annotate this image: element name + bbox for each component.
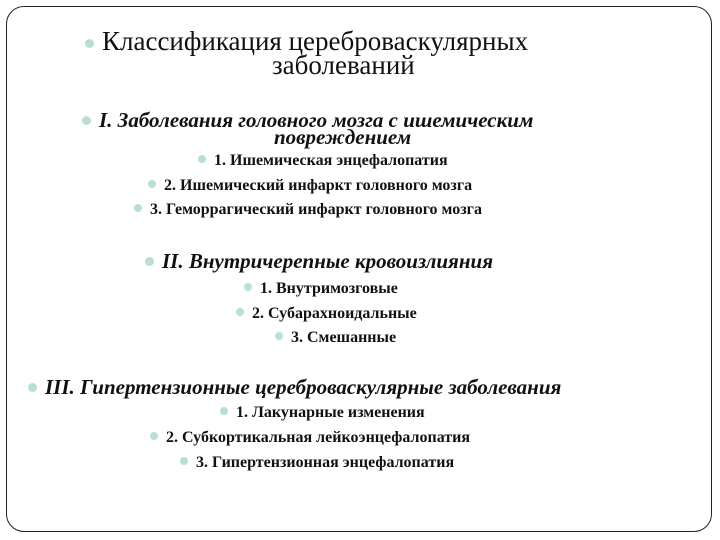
bullet-icon [145, 257, 154, 266]
bullet-icon [198, 155, 206, 163]
section-1-heading-cont [274, 127, 411, 148]
list-item-text: 3. Гипертензионная энцефалопатия [196, 454, 455, 471]
list-item [180, 455, 454, 471]
list-item-text: 3. Геморрагический инфаркт головного мозга [150, 201, 482, 218]
list-item-text: 1. Лакунарные изменения [236, 404, 425, 421]
title-text-2: заболеваний [272, 50, 415, 80]
section-2-heading-text: II. Внутричерепные кровоизлияния [162, 249, 494, 273]
list-item [148, 178, 472, 194]
bullet-icon [275, 332, 283, 340]
section-2-heading [145, 251, 493, 272]
list-item-text: 1. Внутримозговые [260, 280, 398, 297]
list-item-text: 2. Ишемический инфаркт головного мозга [164, 177, 473, 194]
bullet-icon [244, 283, 252, 291]
bullet-icon [85, 39, 94, 48]
bullet-icon [148, 180, 156, 188]
title-line-2 [272, 52, 415, 79]
title-text-1: Классификация цереброваскулярных [102, 26, 529, 56]
list-item-text: 2. Субкортикальная лейкоэнцефалопатия [166, 429, 471, 446]
bullet-icon [180, 457, 188, 465]
bullet-icon [82, 116, 91, 125]
section-3-heading-text: III. Гипертензионные цереброваскулярные заболевания [45, 375, 562, 399]
section-1-heading-text-2: повреждением [274, 125, 412, 149]
bullet-icon [28, 383, 37, 392]
list-item [150, 430, 470, 446]
list-item-text: 3. Смешанные [291, 329, 397, 346]
bullet-icon [236, 308, 244, 316]
bullet-icon [134, 204, 142, 212]
section-3-heading [28, 377, 561, 398]
bullet-icon [150, 432, 158, 440]
list-item-text: 1. Ишемическая энцефалопатия [214, 152, 448, 169]
list-item-text: 2. Субарахноидальные [252, 305, 417, 322]
list-item [244, 281, 398, 297]
list-item [236, 306, 417, 322]
bullet-icon [220, 407, 228, 415]
section-1-heading-text-1: I. Заболевания головного мозга с ишемическим [99, 108, 534, 132]
list-item [220, 405, 425, 421]
list-item [198, 153, 448, 169]
list-item [134, 202, 482, 218]
list-item [275, 330, 396, 346]
